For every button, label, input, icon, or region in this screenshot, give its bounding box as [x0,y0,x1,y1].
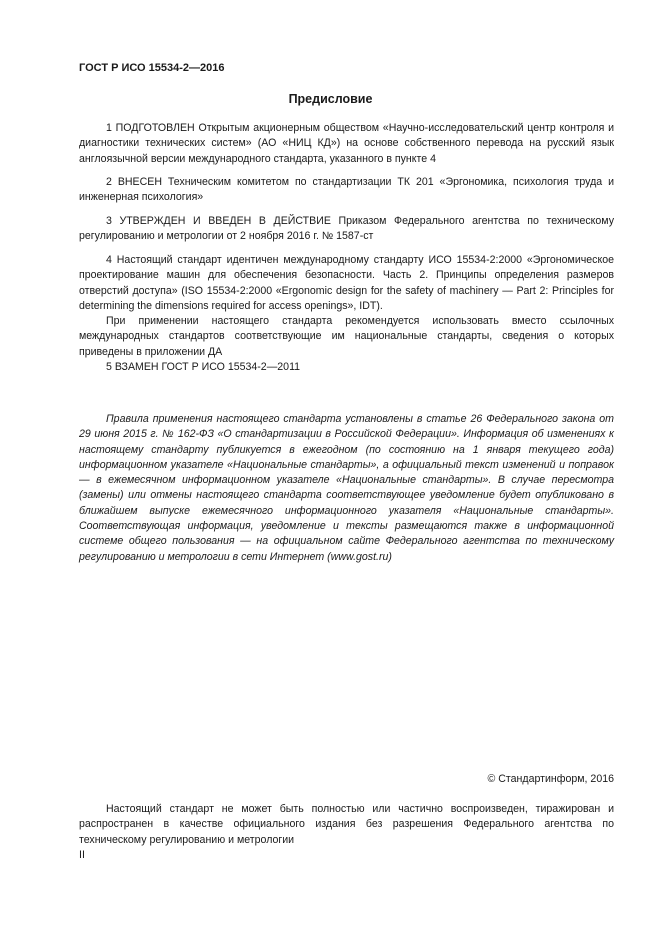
page-title: Предисловие [288,92,373,106]
section-paragraph: 1 ПОДГОТОВЛЕН Открытым акционерным обществом «Научно-исследовательский центр контроля и диагностики технических систем» (АО «НИЦ КД») на основе собственного перевода на русский язык англоязычной версии международного стандарта, указанного в пункте 4 [79,122,614,165]
section-paragraph: 4 Настоящий стандарт идентичен международному стандарту ИСО 15534-2:2000 «Эргономическое проектирование машин для обеспечения безопасности. Часть 2. Принципы определения размеров отверстий доступа» (ISO 15534-2:2000 «Ergonomic design for the safety of machinery — Part 2: Principles for determining the dimensions required for access openings», IDT). [79,254,614,312]
rights-notice [79,802,614,848]
foreword-section-2 [79,175,614,206]
section-paragraph: 5 ВЗАМЕН ГОСТ Р ИСО 15534-2—2011 [106,361,301,373]
rights-paragraph: Настоящий стандарт не может быть полностью или частично воспроизведен, тиражирован и распространен в качестве официального издания без разрешения Федерального агентства по техническому регулированию и метрологии [79,803,614,846]
page-number: II [79,849,85,861]
document-code: ГОСТ Р ИСО 15534-2—2016 [79,62,225,74]
foreword-section-5 [79,360,614,375]
foreword-section-4 [79,253,614,360]
foreword-section-1 [79,121,614,167]
foreword-section-3 [79,214,614,245]
section-paragraph: При применении настоящего стандарта рекомендуется использовать вместо ссылочных международных стандартов соответствующие им национальные стандарты, сведения о которых приведены в приложении ДА [79,315,614,358]
copyright-line: © Стандартинформ, 2016 [487,773,614,785]
section-paragraph: 3 УТВЕРЖДЕН И ВВЕДЕН В ДЕЙСТВИЕ Приказом Федерального агентства по техническому регулированию и метрологии от 2 ноября 2016 г. № 1587-ст [79,215,614,243]
notice-paragraph: Правила применения настоящего стандарта установлены в статье 26 Федерального закона от 29 июня 2015 г. № 162-ФЗ «О стандартизации в Российской Федерации». Информация об изменениях к настоящему стандарту публикуется в ежегодном (по состоянию на 1 января текущего года) информационном указателе «Национальные стандарты», а официальный текст изменений и поправок — в ежемесячном информационном указателе «Национальные стандарты». В случае пересмотра (замены) или отмены настоящего стандарта соответствующее уведомление будет опубликовано в ближайшем выпуске ежемесячного информационного указателя «Национальные стандарты». Соответствующая информация, уведомление и тексты размещаются также в информационной системе общего пользования — на официальном сайте Федерального агентства по техническому регулированию и метрологии в сети Интернет (www.gost.ru) [79,413,614,563]
section-paragraph: 2 ВНЕСЕН Техническим комитетом по стандартизации ТК 201 «Эргономика, психология труда и инженерная психология» [79,176,614,204]
application-notice [79,412,614,565]
